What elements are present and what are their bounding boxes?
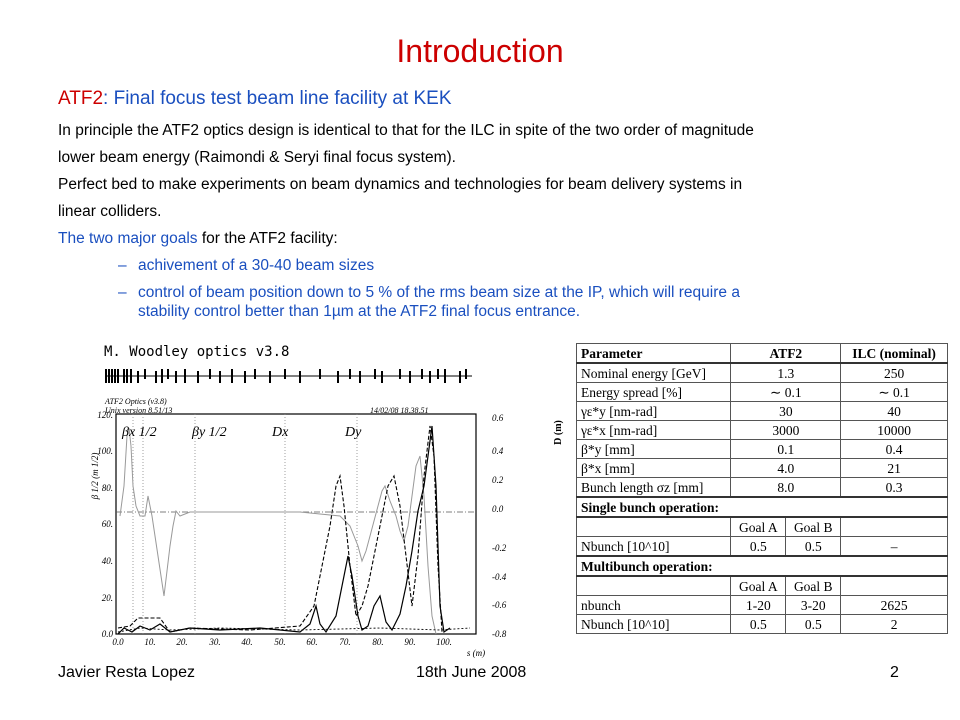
table-cell: Goal A xyxy=(731,517,786,537)
slide-title: Introduction xyxy=(396,33,564,69)
table-row xyxy=(577,459,948,478)
right-tick: 0.0 xyxy=(492,504,504,514)
footer-author: Javier Resta Lopez xyxy=(58,664,195,681)
table-row xyxy=(577,440,948,459)
table-cell: 0.5 xyxy=(786,537,841,557)
left-axis-label: β 1/2 (m 1/2) xyxy=(90,452,100,500)
right-tick: 0.2 xyxy=(492,475,504,485)
x-tick: 80. xyxy=(372,637,384,647)
parameter-table-image xyxy=(552,337,956,657)
x-tick: 40. xyxy=(241,637,253,647)
table-cell: 0.1 xyxy=(731,440,841,459)
plot-header-left-2: Unix version 8.51/13 xyxy=(105,406,173,415)
table-subheader-row xyxy=(577,576,948,596)
paragraph-line-2: lower beam energy (Raimondi & Seryi final focus system). xyxy=(58,149,456,166)
table-cell: Bunch length σz [mm] xyxy=(577,478,731,498)
table-cell: γε*x [nm-rad] xyxy=(577,421,731,440)
table-cell: 250 xyxy=(841,363,948,383)
goals-rest: for the ATF2 facility: xyxy=(197,230,338,247)
table-cell: 10000 xyxy=(841,421,948,440)
table-row xyxy=(577,383,948,402)
dx-label: Dx xyxy=(272,425,289,440)
left-tick: 0.0 xyxy=(101,629,113,639)
beta-y-label: βy 1/2 xyxy=(192,425,227,440)
x-tick: 0.0 xyxy=(112,637,124,647)
beta-x-label: βx 1/2 xyxy=(122,425,157,440)
table-section-row xyxy=(577,497,948,517)
section-title: Single bunch operation: xyxy=(577,497,948,517)
x-tick: 100. xyxy=(436,637,452,647)
left-tick: 60. xyxy=(101,519,113,529)
subtitle-rest: : Final focus test beam line facility at KEK xyxy=(103,88,452,109)
table-cell: ∼ 0.1 xyxy=(841,383,948,402)
table-cell: β*x [mm] xyxy=(577,459,731,478)
x-tick: 10. xyxy=(144,637,156,647)
x-tick: 50. xyxy=(274,637,286,647)
table-cell: 0.5 xyxy=(731,615,786,634)
table-cell: 8.0 xyxy=(731,478,841,498)
lattice-bar xyxy=(105,369,472,383)
left-tick: 20. xyxy=(101,593,113,603)
parameter-table xyxy=(576,343,948,634)
goals-line xyxy=(58,229,338,249)
right-tick: 0.4 xyxy=(492,446,504,456)
table-cell: 40 xyxy=(841,402,948,421)
table-cell xyxy=(577,576,731,596)
slide-subtitle xyxy=(58,88,452,110)
table-row xyxy=(577,402,948,421)
table-header: Parameter xyxy=(577,344,731,364)
section-title: Multibunch operation: xyxy=(577,556,948,576)
table-cell xyxy=(841,517,948,537)
table-cell: 1.3 xyxy=(731,363,841,383)
beta-x-curve xyxy=(120,428,436,634)
table-cell: 0.4 xyxy=(841,440,948,459)
table-cell: ∼ 0.1 xyxy=(731,383,841,402)
right-tick: -0.6 xyxy=(492,600,507,610)
subtitle-prefix: ATF2 xyxy=(58,88,104,109)
figure-caption: M. Woodley optics v3.8 xyxy=(104,344,290,360)
goals-prefix: The two major goals xyxy=(58,230,198,247)
table-row xyxy=(577,537,948,557)
table-cell: β*y [mm] xyxy=(577,440,731,459)
right-tick: -0.2 xyxy=(492,543,507,553)
x-tick: 20. xyxy=(176,637,188,647)
plot-header-left: ATF2 Optics (v3.8) xyxy=(105,397,167,406)
table-cell: Goal B xyxy=(786,576,841,596)
plot-header-right: 14/02/08 18.38.51 xyxy=(370,406,429,415)
x-axis-label: s (m) xyxy=(466,648,486,658)
paragraph-line-4: linear colliders. xyxy=(58,203,162,220)
table-cell: 0.5 xyxy=(731,537,786,557)
x-tick: 70. xyxy=(339,637,351,647)
table-cell: 1-20 xyxy=(731,596,786,615)
table-section-row xyxy=(577,556,948,576)
bullet-dash: – xyxy=(118,284,127,301)
table-header-row xyxy=(577,344,948,364)
footer-date: 18th June 2008 xyxy=(416,664,527,681)
right-tick: -0.4 xyxy=(492,572,507,582)
table-cell: 0.5 xyxy=(786,615,841,634)
left-tick: 80. xyxy=(101,483,113,493)
x-tick: 30. xyxy=(209,637,221,647)
table-row xyxy=(577,421,948,440)
table-cell: 3-20 xyxy=(786,596,841,615)
table-cell: 30 xyxy=(731,402,841,421)
bullet-dash: – xyxy=(118,257,127,274)
table-cell: 3000 xyxy=(731,421,841,440)
table-row xyxy=(577,363,948,383)
table-header: ILC (nominal) xyxy=(841,344,948,364)
table-cell: Nbunch [10^10] xyxy=(577,615,731,634)
table-cell: 4.0 xyxy=(731,459,841,478)
right-axis-ticks xyxy=(492,413,507,639)
table-cell xyxy=(577,517,731,537)
table-header: ATF2 xyxy=(731,344,841,364)
table-row xyxy=(577,596,948,615)
left-axis-ticks xyxy=(97,410,113,639)
marker-lines xyxy=(133,414,357,634)
x-axis-ticks xyxy=(112,637,452,647)
bullet-text: achivement of a 30-40 beam sizes xyxy=(138,257,375,274)
table-cell: 0.3 xyxy=(841,478,948,498)
bullet-text: control of beam position down to 5 % of the rms beam size at the IP, which will require a xyxy=(138,284,740,301)
table-cell: Goal B xyxy=(786,517,841,537)
right-tick: 0.6 xyxy=(492,413,504,423)
right-axis-label: D (m) xyxy=(552,420,564,445)
x-tick: 90. xyxy=(404,637,416,647)
table-cell: – xyxy=(841,537,948,557)
table-cell: Nominal energy [GeV] xyxy=(577,363,731,383)
table-cell: 21 xyxy=(841,459,948,478)
table-cell: 2625 xyxy=(841,596,948,615)
table-cell: Energy spread [%] xyxy=(577,383,731,402)
right-tick: -0.8 xyxy=(492,629,507,639)
paragraph-line-1: In principle the ATF2 optics design is identical to that for the ILC in spite of the two order of magnitude xyxy=(58,122,754,139)
table-cell xyxy=(841,576,948,596)
bullet-text: stability control better than 1µm at the ATF2 final focus entrance. xyxy=(138,303,581,320)
table-cell: Nbunch [10^10] xyxy=(577,537,731,557)
x-tick: 60. xyxy=(306,637,318,647)
table-subheader-row xyxy=(577,517,948,537)
left-tick: 120. xyxy=(97,410,113,420)
paragraph-line-3: Perfect bed to make experiments on beam dynamics and technologies for beam delivery systems in xyxy=(58,176,743,193)
table-cell: γε*y [nm-rad] xyxy=(577,402,731,421)
table-cell: nbunch xyxy=(577,596,731,615)
curve-labels xyxy=(121,425,362,440)
left-tick: 100. xyxy=(97,446,113,456)
table-row xyxy=(577,615,948,634)
table-cell: Goal A xyxy=(731,576,786,596)
table-row xyxy=(577,478,948,498)
table-cell: 2 xyxy=(841,615,948,634)
dispersion-x-curve xyxy=(118,426,442,632)
dy-label: Dy xyxy=(345,425,362,440)
left-tick: 40. xyxy=(101,556,113,566)
footer-page-number: 2 xyxy=(890,664,899,681)
optics-plot xyxy=(90,366,520,658)
